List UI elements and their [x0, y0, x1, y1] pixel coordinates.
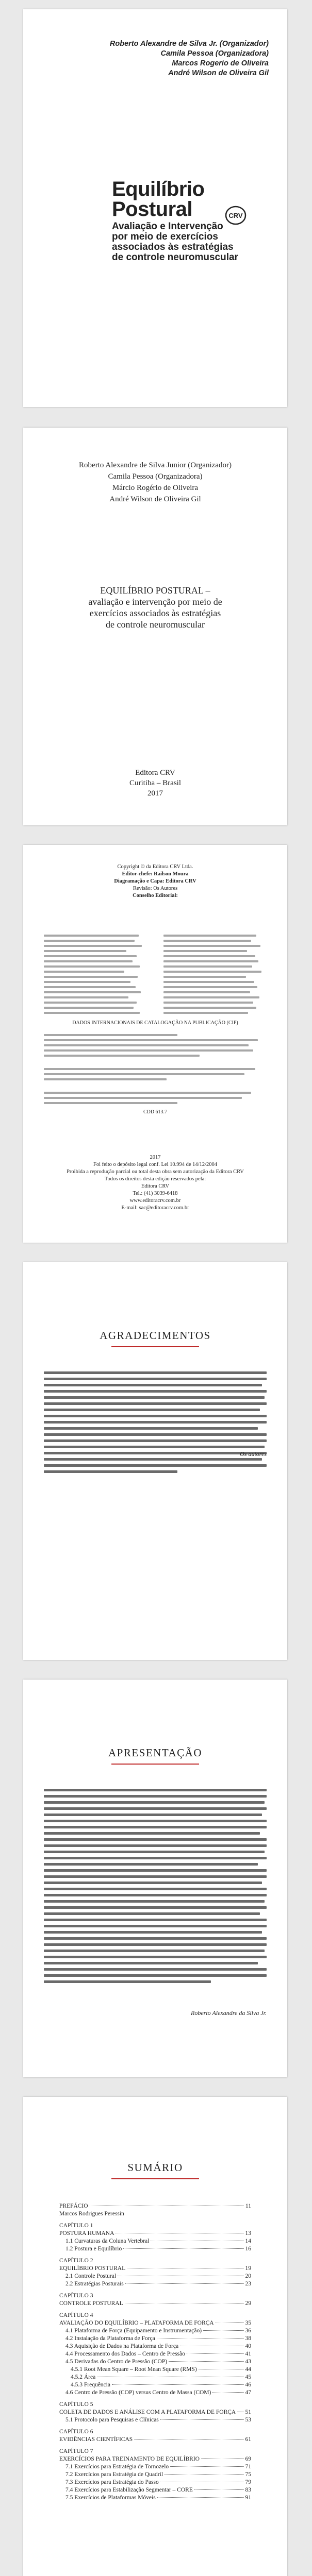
toc-entry	[59, 2257, 251, 2265]
toc-entry-label: 1.1 Curvaturas da Coluna Vertebral	[65, 2238, 150, 2244]
title-underline	[111, 1764, 199, 1765]
section-title	[23, 1329, 287, 1347]
copyright-footer-line: Editora CRV	[141, 1183, 170, 1189]
toc-entry-label: 2.2 Estratégias Posturais	[65, 2281, 124, 2287]
toc-entry-label: 4.3 Aquisição de Dados na Plataforma de Força	[65, 2343, 179, 2349]
cover-subtitle	[112, 222, 267, 263]
toc-leader-dots	[125, 2283, 244, 2284]
cover-title	[112, 179, 204, 219]
toc-entry	[59, 2335, 251, 2343]
toc-entry	[59, 2389, 251, 2397]
toc-leader-dots	[187, 2353, 244, 2354]
title-page-name: Roberto Alexandre de Silva Junior (Organizador)	[79, 461, 232, 469]
cover-subtitle-line: por meio de exercícios	[112, 231, 218, 242]
toc-entry-page: 91	[245, 2495, 251, 2501]
toc-entry	[59, 2292, 251, 2300]
toc-entry-page: 13	[245, 2230, 251, 2236]
copyright-line: Revisão: Os Autores	[133, 886, 178, 891]
toc-entry	[59, 2343, 251, 2350]
copyright-footer-line: Tel.: (41) 3039-6418	[133, 1191, 178, 1196]
publisher-logo-icon	[224, 205, 247, 226]
publisher-logo-text: CRV	[228, 212, 243, 219]
toc-entry-label: 7.4 Exercícios para Estabilização Segmentar – CORE	[65, 2487, 193, 2493]
toc-entry	[59, 2409, 251, 2416]
toc-entry-label: PREFÁCIO	[59, 2203, 88, 2209]
toc-entry	[59, 2265, 251, 2273]
toc-entry-label: 7.1 Exercícios para Estratégia de Tornozelo	[65, 2464, 169, 2470]
catalog-record	[44, 1020, 267, 1139]
toc-entry-page: 40	[245, 2343, 251, 2349]
toc-entry-label: 4.1 Plataforma de Força (Equipamento e Instrumentação)	[65, 2328, 202, 2334]
toc-entry-page: 43	[245, 2359, 251, 2365]
toc-entry-page: 23	[245, 2281, 251, 2287]
toc-entry-page: 11	[245, 2203, 251, 2209]
toc-entry	[59, 2312, 251, 2319]
section-title-text: AGRADECIMENTOS	[100, 1329, 211, 1342]
cover-page	[23, 9, 287, 407]
toc-entry-page: 47	[245, 2389, 251, 2396]
toc-entry-label: 4.5.3 Frequência	[71, 2382, 110, 2388]
toc-entry-label: CAPÍTULO 3	[59, 2293, 93, 2299]
toc-entry-label: CAPÍTULO 2	[59, 2258, 93, 2264]
toc-entry-page: 29	[245, 2300, 251, 2307]
toc-entry-label: CAPÍTULO 6	[59, 2429, 93, 2435]
toc-entry	[59, 2280, 251, 2288]
toc-entry	[59, 2471, 251, 2479]
toc-entry	[59, 2486, 251, 2494]
toc-entry-page: 41	[245, 2351, 251, 2357]
toc-entry	[59, 2479, 251, 2486]
toc-entry	[59, 2381, 251, 2389]
copyright-footer-line: Foi feito o depósito legal conf. Lei 10.994 de 14/12/2004	[93, 1162, 217, 1167]
publisher-line: 2017	[147, 789, 163, 798]
copyright-footer-line: Todos os direitos desta edição reservados pela:	[104, 1176, 206, 1182]
section-title	[23, 2161, 287, 2179]
toc-leader-dots	[203, 2330, 243, 2331]
title-page-name: André Wilson de Oliveira Gil	[109, 495, 201, 503]
toc-leader-dots	[212, 2392, 243, 2393]
toc-entry-label: 7.2 Exercícios para Estratégia de Quadril	[65, 2471, 163, 2478]
toc-entry-label: 4.5.2 Área	[71, 2374, 96, 2380]
toc-entry	[59, 2494, 251, 2502]
toc-entry	[59, 2327, 251, 2335]
cover-author: Marcos Rogerio de Oliveira	[172, 59, 269, 67]
toc-entry	[59, 2222, 251, 2230]
copyright-footer-line: Proibida a reprodução parcial ou total desta obra sem autorização da Editora CRV	[67, 1169, 244, 1175]
toc-leader-dots	[160, 2419, 244, 2420]
toc-entry-label: Marcos Rodrigues Peressin	[59, 2211, 124, 2217]
title-page-name: Márcio Rogério de Oliveira	[112, 484, 199, 492]
toc-entry	[59, 2319, 251, 2327]
presentation-signature: Roberto Alexandre da Silva Jr.	[191, 2009, 267, 2016]
toc-entry	[59, 2202, 251, 2210]
toc-entry-page: 83	[245, 2487, 251, 2493]
toc-entry-label: CAPÍTULO 5	[59, 2401, 93, 2408]
editorial-council-left	[44, 931, 147, 1017]
toc-entry	[59, 2238, 251, 2245]
cover-author: André Wilson de Oliveira Gil	[168, 69, 269, 77]
summary-page	[23, 2097, 287, 2576]
toc-entry-page: 53	[245, 2417, 251, 2423]
toc-leader-dots	[194, 2489, 244, 2490]
copyright-footer-line: www.editoracrv.com.br	[129, 1198, 181, 1204]
toc-entry-page: 16	[245, 2246, 251, 2252]
toc-entry	[59, 2273, 251, 2280]
cover-subtitle-line: de controle neuromuscular	[112, 252, 238, 263]
title-page-title-line: de controle neuromuscular	[106, 619, 205, 630]
toc-entry-page: 44	[245, 2366, 251, 2372]
toc-entry	[59, 2245, 251, 2253]
toc-entry-page: 19	[245, 2265, 251, 2272]
toc-leader-dots	[123, 2248, 243, 2249]
toc-entry-page: 46	[245, 2382, 251, 2388]
toc-entry-label: AVALIAÇÃO DO EQUILÍBRIO – PLATAFORMA DE FORÇA	[59, 2320, 214, 2326]
copyright-header	[23, 863, 287, 900]
cover-subtitle-line: Avaliação e Intervenção	[112, 221, 223, 232]
title-page-publisher	[23, 768, 287, 799]
toc-entry-label: EXERCÍCIOS PARA TREINAMENTO DE EQUILÍBRIO	[59, 2456, 200, 2462]
toc-entry	[59, 2416, 251, 2424]
title-page-title-line: exercícios associados às estratégias	[89, 608, 221, 618]
table-of-contents	[59, 2202, 251, 2502]
toc-leader-dots	[165, 2474, 243, 2475]
toc-entry	[59, 2210, 251, 2218]
toc-leader-dots	[112, 2384, 244, 2385]
toc-entry	[59, 2230, 251, 2238]
toc-entry-label: CONTROLE POSTURAL	[59, 2300, 123, 2307]
toc-entry	[59, 2436, 251, 2444]
toc-entry	[59, 2428, 251, 2436]
toc-entry	[59, 2463, 251, 2471]
toc-entry-label: 2.1 Controle Postural	[65, 2273, 117, 2279]
toc-entry-label: EVIDÊNCIAS CIENTÍFICAS	[59, 2436, 133, 2443]
toc-entry	[59, 2448, 251, 2455]
toc-entry-label: 4.6 Centro de Pressão (COP) versus Centro de Massa (COM)	[65, 2389, 211, 2396]
section-title-text: SUMÁRIO	[127, 2161, 183, 2174]
toc-entry-label: 4.5 Derivadas do Centro de Pressão (COP)	[65, 2359, 168, 2365]
toc-entry-label: COLETA DE DADOS E ANÁLISE COM A PLATAFORMA DE FORÇA	[59, 2409, 236, 2415]
toc-entry	[59, 2455, 251, 2463]
acknowledgements-signature: Os autores	[240, 1450, 267, 1458]
toc-entry-page: 14	[245, 2238, 251, 2244]
toc-entry-page: 35	[245, 2320, 251, 2326]
toc-entry-page: 38	[245, 2335, 251, 2342]
toc-entry-page: 71	[245, 2464, 251, 2470]
editorial-council-right	[163, 931, 267, 1017]
toc-entry-page: 36	[245, 2328, 251, 2334]
toc-entry-label: 7.5 Exercícios de Plataformas Móveis	[65, 2495, 156, 2501]
title-page	[23, 428, 287, 825]
toc-leader-dots	[169, 2361, 243, 2362]
toc-entry-label: 7.3 Exercícios para Estratégia do Passo	[65, 2479, 159, 2485]
copyright-footer-line: 2017	[150, 1155, 161, 1160]
toc-entry-label: 4.4 Processamento dos Dados – Centro de Pressão	[65, 2351, 185, 2357]
copyright-footer	[23, 1154, 287, 1212]
toc-entry-label: 1.2 Postura e Equilíbrio	[65, 2246, 122, 2252]
cover-authors	[110, 39, 269, 78]
publisher-line: Curitiba – Brasil	[129, 779, 181, 787]
toc-entry-page: 45	[245, 2374, 251, 2380]
toc-entry-page: 61	[245, 2436, 251, 2443]
toc-entry-page: 75	[245, 2471, 251, 2478]
toc-entry-label: CAPÍTULO 4	[59, 2312, 93, 2318]
cover-author: Camila Pessoa (Organizadora)	[160, 49, 269, 58]
copyright-line: Diagramação e Capa: Editora CRV	[114, 878, 196, 884]
presentation-body	[44, 1785, 267, 1987]
copyright-line: Editor-chefe: Railson Moura	[122, 871, 189, 877]
copyright-footer-line: E-mail: sac@editoracrv.com.br	[121, 1205, 189, 1211]
cover-title-line: Equilíbrio	[112, 178, 205, 200]
toc-entry	[59, 2366, 251, 2374]
catalog-code: CDD 613.7	[143, 1109, 168, 1115]
toc-entry-label: 4.5.1 Root Mean Square – Root Mean Square (RMS)	[71, 2366, 197, 2372]
title-page-title-line: EQUILÍBRIO POSTURAL –	[100, 585, 210, 596]
toc-entry-label: 5.1 Protocolo para Pesquisas e Clínicas	[65, 2417, 159, 2423]
copyright-page	[23, 845, 287, 1243]
copyright-line: Conselho Editorial:	[133, 893, 178, 899]
title-page-title	[23, 585, 287, 630]
acknowledgements-body	[44, 1368, 267, 1477]
cover-title-line: Postural	[112, 198, 193, 221]
acknowledgements-page	[23, 1262, 287, 1660]
title-page-names	[23, 460, 287, 505]
toc-entry	[59, 2300, 251, 2308]
toc-entry-page: 79	[245, 2479, 251, 2485]
catalog-title: DADOS INTERNACIONAIS DE CATALOGAÇÃO NA PUBLICAÇÃO (CIP)	[72, 1020, 238, 1026]
publisher-line: Editora CRV	[135, 769, 175, 777]
section-title	[23, 1747, 287, 1765]
toc-entry-page: 69	[245, 2456, 251, 2462]
cover-author: Roberto Alexandre de Silva Jr. (Organizador)	[109, 40, 269, 48]
title-underline	[111, 2178, 199, 2179]
presentation-page	[23, 1680, 287, 2077]
title-page-name: Camila Pessoa (Organizadora)	[108, 472, 203, 481]
toc-entry	[59, 2401, 251, 2409]
toc-entry-label: CAPÍTULO 1	[59, 2223, 93, 2229]
cover-subtitle-line: associados às estratégias	[112, 242, 234, 252]
title-page-title-line: avaliação e intervenção por meio de	[88, 597, 222, 607]
copyright-line: Copyright © da Editora CRV Ltda.	[117, 864, 193, 870]
toc-entry	[59, 2358, 251, 2366]
toc-entry-label: EQUILÍBRIO POSTURAL	[59, 2265, 126, 2272]
section-title-text: APRESENTAÇÃO	[108, 1747, 202, 1759]
toc-leader-dots	[170, 2466, 243, 2467]
toc-entry-label: CAPÍTULO 7	[59, 2448, 93, 2454]
toc-leader-dots	[157, 2497, 244, 2498]
title-underline	[111, 1346, 199, 1347]
toc-entry-page: 20	[245, 2273, 251, 2279]
toc-entry-label: 4.2 Instalação da Plataforma de Força	[65, 2335, 155, 2342]
toc-entry-label: POSTURA HUMANA	[59, 2230, 114, 2236]
toc-entry	[59, 2350, 251, 2358]
toc-entry-page: 51	[245, 2409, 251, 2415]
toc-entry	[59, 2374, 251, 2381]
